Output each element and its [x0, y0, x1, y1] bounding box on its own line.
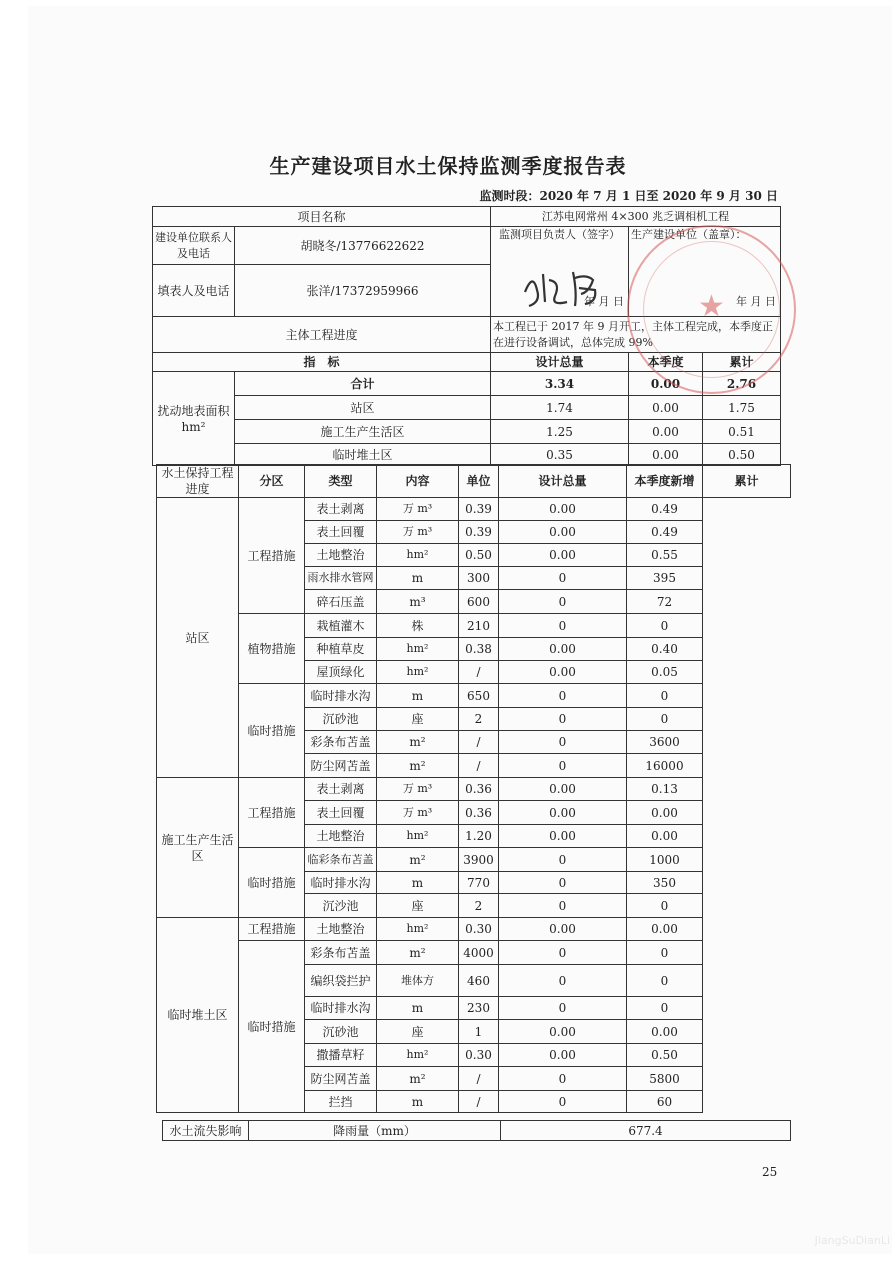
type-cell: 工程措施 [239, 778, 305, 848]
measure-quarter: 0 [499, 1091, 627, 1113]
measure-design: 650 [459, 684, 499, 708]
monitor-date: 年 月 日 [584, 295, 625, 308]
area-name: 站区 [235, 396, 491, 420]
zone-cell: 站区 [157, 498, 239, 778]
measure-total: 5800 [627, 1067, 703, 1091]
measure-content: 雨水排水管网 [305, 567, 377, 590]
area-quarter: 0.00 [629, 396, 703, 420]
measure-content: 表土回覆 [305, 801, 377, 825]
measure-quarter: 0.00 [499, 521, 627, 544]
measure-content: 防尘网苫盖 [305, 1067, 377, 1091]
measure-unit: 万 m³ [377, 778, 459, 801]
measure-quarter: 0 [499, 848, 627, 872]
measure-unit: m² [377, 754, 459, 778]
measure-design: 2 [459, 708, 499, 731]
measure-total: 0.49 [627, 521, 703, 544]
table-row [157, 614, 791, 638]
area-design: 3.34 [491, 372, 629, 396]
measure-total: 3600 [627, 731, 703, 754]
measure-unit: hm² [377, 638, 459, 661]
measure-design: 0.50 [459, 544, 499, 567]
measure-content: 防尘网苫盖 [305, 754, 377, 778]
measure-design: 3900 [459, 848, 499, 872]
measure-content: 屋顶绿化 [305, 661, 377, 684]
measure-design: 230 [459, 997, 499, 1020]
area-quarter: 0.00 [629, 444, 703, 466]
measure-unit: 座 [377, 708, 459, 731]
measure-total: 0 [627, 997, 703, 1020]
area-quarter: 0.00 [629, 372, 703, 396]
project-name-label: 项目名称 [153, 207, 491, 227]
table-row [157, 941, 791, 965]
table-row [157, 684, 791, 708]
star-icon: ★ [698, 289, 725, 324]
measure-total: 1000 [627, 848, 703, 872]
loss-item: 降雨量（mm） [249, 1121, 501, 1141]
progress-value: 本工程已于 2017 年 9 月开工，主体工程完成，本季度正在进行设备调试，总体完成 99% [491, 317, 781, 353]
measure-total: 350 [627, 872, 703, 894]
measure-total: 0 [627, 941, 703, 965]
measure-unit: hm² [377, 1044, 459, 1067]
col-quarter: 本季度新增 [627, 465, 703, 498]
measure-quarter: 0.00 [499, 1020, 627, 1044]
measure-unit: hm² [377, 918, 459, 941]
area-design: 0.35 [491, 444, 629, 466]
type-cell: 临时措施 [239, 941, 305, 1113]
measure-unit: 株 [377, 614, 459, 638]
measure-content: 种植草皮 [305, 638, 377, 661]
measure-quarter: 0 [499, 1067, 627, 1091]
measure-content: 沉砂池 [305, 708, 377, 731]
measure-content: 表土剥离 [305, 498, 377, 521]
measure-content: 沉沙池 [305, 894, 377, 918]
page-number: 25 [762, 1165, 778, 1179]
measure-quarter: 0.00 [499, 544, 627, 567]
measure-total: 0 [627, 684, 703, 708]
measure-unit: 座 [377, 894, 459, 918]
measure-total: 0.00 [627, 918, 703, 941]
measure-unit: 万 m³ [377, 498, 459, 521]
measure-design: 0.39 [459, 498, 499, 521]
type-cell: 工程措施 [239, 918, 305, 941]
measure-total: 0.00 [627, 801, 703, 825]
measure-design: 300 [459, 567, 499, 590]
measure-content: 拦挡 [305, 1091, 377, 1113]
measure-design: / [459, 1091, 499, 1113]
measure-quarter: 0.00 [499, 638, 627, 661]
measure-design: 0.30 [459, 1044, 499, 1067]
measure-total: 0 [627, 894, 703, 918]
measure-total: 0.13 [627, 778, 703, 801]
measure-unit: m² [377, 848, 459, 872]
measure-quarter: 0.00 [499, 661, 627, 684]
measure-design: 4000 [459, 941, 499, 965]
measure-total: 0 [627, 614, 703, 638]
measure-total: 60 [627, 1091, 703, 1113]
col-type: 类型 [305, 465, 377, 498]
measure-unit: 万 m³ [377, 521, 459, 544]
measure-quarter: 0 [499, 965, 627, 997]
type-cell: 工程措施 [239, 498, 305, 614]
measure-design: / [459, 661, 499, 684]
measure-design: 0.30 [459, 918, 499, 941]
area-col-index: 指 标 [153, 353, 491, 372]
measure-quarter: 0.00 [499, 918, 627, 941]
measure-quarter: 0.00 [499, 1044, 627, 1067]
area-total: 0.50 [703, 444, 781, 466]
measure-unit: m [377, 567, 459, 590]
progress-label: 主体工程进度 [153, 317, 491, 353]
measure-quarter: 0.00 [499, 825, 627, 848]
zone-cell: 施工生产生活区 [157, 778, 239, 918]
table-row [157, 918, 791, 941]
measure-total: 0.00 [627, 1020, 703, 1044]
measure-total: 0 [627, 965, 703, 997]
measure-unit: m [377, 997, 459, 1020]
table-row [157, 778, 791, 801]
watermark: JiangSuDianLi [814, 1234, 890, 1247]
measure-unit: hm² [377, 825, 459, 848]
project-name-value: 江苏电网常州 4×300 兆乏调相机工程 [491, 207, 781, 227]
area-name: 施工生产生活区 [235, 420, 491, 444]
measure-unit: m [377, 872, 459, 894]
measure-total: 0.50 [627, 1044, 703, 1067]
area-col-quarter: 本季度 [629, 353, 703, 372]
measure-quarter: 0 [499, 614, 627, 638]
measure-total: 0.00 [627, 825, 703, 848]
measure-total: 72 [627, 590, 703, 614]
measure-design: 0.36 [459, 778, 499, 801]
measure-design: 1.20 [459, 825, 499, 848]
measure-unit: m² [377, 731, 459, 754]
measure-quarter: 0 [499, 997, 627, 1020]
measure-content: 彩条布苫盖 [305, 731, 377, 754]
measure-content: 编织袋拦护 [305, 965, 377, 997]
measure-total: 0.55 [627, 544, 703, 567]
measure-unit: 堆体方 [377, 965, 459, 997]
loss-label: 水土流失影响 [163, 1121, 249, 1141]
area-name: 临时堆土区 [235, 444, 491, 466]
report-title: 生产建设项目水土保持监测季度报告表 [269, 154, 627, 178]
measure-total: 0.05 [627, 661, 703, 684]
measure-content: 土地整治 [305, 544, 377, 567]
measure-unit: hm² [377, 544, 459, 567]
col-unit: 单位 [459, 465, 499, 498]
col-zone: 分区 [239, 465, 305, 498]
measure-design: / [459, 731, 499, 754]
zone-cell: 临时堆土区 [157, 918, 239, 1113]
measure-content: 表土回覆 [305, 521, 377, 544]
monitor-head-label: 监测项目负责人（签字） [499, 228, 621, 241]
measures-row-label: 水土保持工程进度 [157, 465, 239, 498]
measure-content: 沉砂池 [305, 1020, 377, 1044]
area-col-total: 累计 [703, 353, 781, 372]
measure-unit: hm² [377, 661, 459, 684]
measure-quarter: 0 [499, 894, 627, 918]
measure-design: 0.39 [459, 521, 499, 544]
type-cell: 临时措施 [239, 684, 305, 778]
area-design: 1.25 [491, 420, 629, 444]
measure-quarter: 0 [499, 872, 627, 894]
measure-unit: m² [377, 941, 459, 965]
measure-unit: m [377, 1091, 459, 1113]
measure-total: 0.40 [627, 638, 703, 661]
measure-quarter: 0.00 [499, 778, 627, 801]
measure-quarter: 0.00 [499, 498, 627, 521]
prod-unit-date: 年 月 日 [736, 295, 777, 308]
measure-content: 土地整治 [305, 825, 377, 848]
measure-quarter: 0 [499, 684, 627, 708]
measures-table [156, 464, 791, 1135]
measure-content: 撒播草籽 [305, 1044, 377, 1067]
contact-value: 胡晓冬/13776622622 [235, 227, 491, 265]
measure-design: 460 [459, 965, 499, 997]
measure-design: 0.36 [459, 801, 499, 825]
reporter-value: 张洋/17372959966 [235, 265, 491, 317]
col-content: 内容 [377, 465, 459, 498]
loss-value: 677.4 [501, 1121, 791, 1141]
table-row [157, 498, 791, 521]
measure-total: 395 [627, 567, 703, 590]
measure-design: 600 [459, 590, 499, 614]
contact-label: 建设单位联系人及电话 [153, 227, 235, 265]
measure-quarter: 0 [499, 567, 627, 590]
area-total: 0.51 [703, 420, 781, 444]
measure-unit: m [377, 684, 459, 708]
measure-total: 16000 [627, 754, 703, 778]
measure-content: 临时排水沟 [305, 684, 377, 708]
area-quarter: 0.00 [629, 420, 703, 444]
reporter-label: 填表人及电话 [153, 265, 235, 317]
type-cell: 植物措施 [239, 614, 305, 684]
table-row [157, 848, 791, 872]
measure-content: 彩条布苫盖 [305, 941, 377, 965]
measure-design: 1 [459, 1020, 499, 1044]
handwritten-signature [515, 262, 605, 312]
measure-total: 0.49 [627, 498, 703, 521]
measure-design: 770 [459, 872, 499, 894]
area-total: 1.75 [703, 396, 781, 420]
area-design: 1.74 [491, 396, 629, 420]
col-design: 设计总量 [499, 465, 627, 498]
prod-unit-cell [629, 227, 781, 317]
header-table [152, 206, 781, 466]
measure-quarter: 0.00 [499, 801, 627, 825]
measure-design: / [459, 1067, 499, 1091]
measure-content: 临彩条布苫盖 [305, 848, 377, 872]
loss-table [162, 1120, 791, 1141]
measure-content: 栽植灌木 [305, 614, 377, 638]
measure-design: / [459, 754, 499, 778]
area-name: 合计 [235, 372, 491, 396]
area-col-design: 设计总量 [491, 353, 629, 372]
measure-design: 210 [459, 614, 499, 638]
type-cell: 临时措施 [239, 848, 305, 918]
prod-unit-label: 生产建设单位（盖章）： [631, 228, 747, 241]
measure-unit: 座 [377, 1020, 459, 1044]
measure-content: 临时排水沟 [305, 872, 377, 894]
measure-unit: m³ [377, 590, 459, 614]
measure-quarter: 0 [499, 708, 627, 731]
measure-design: 2 [459, 894, 499, 918]
measure-quarter: 0 [499, 731, 627, 754]
measure-content: 碎石压盖 [305, 590, 377, 614]
col-total: 累计 [703, 465, 791, 498]
area-total: 2.76 [703, 372, 781, 396]
measure-total: 0 [627, 708, 703, 731]
monitoring-period: 监测时段：2020 年 7 月 1 日至 2020 年 9 月 30 日 [479, 189, 778, 203]
measure-content: 临时排水沟 [305, 997, 377, 1020]
measure-quarter: 0 [499, 941, 627, 965]
area-row-label: 扰动地表面积 hm² [153, 372, 235, 466]
measure-unit: m² [377, 1067, 459, 1091]
measure-quarter: 0 [499, 754, 627, 778]
measure-design: 0.38 [459, 638, 499, 661]
measure-content: 土地整治 [305, 918, 377, 941]
measure-quarter: 0 [499, 590, 627, 614]
measure-unit: 万 m³ [377, 801, 459, 825]
measure-content: 表土剥离 [305, 778, 377, 801]
